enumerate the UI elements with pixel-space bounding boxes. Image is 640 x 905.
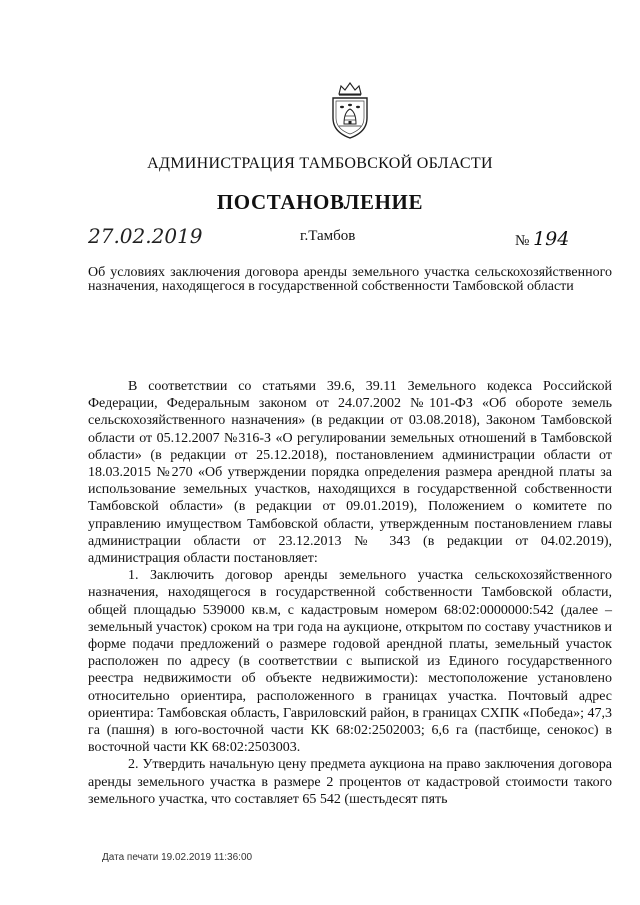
preamble-paragraph: В соответствии со статьями 39.6, 39.11 Земельного кодекса Российской Федерации, Федеральным законом от 24.07.2002 №101-ФЗ «Об обороте земель сельскохозяйственного назначения» (в редакции от 03.08.2018), Законом Тамбовской области от 05.12.2007 №316-З «О регулировании земельных отношений в Тамбовской области» (в редакции от 25.12.2018), постановлением администрации области от 18.03.2015 №270 «Об утверждении порядка определения размера арендной платы за использование земельных участков, находящихся в государственной собственности Тамбовской области» (в редакции от 09.01.2019), Положением о комитете по управлению имуществом Тамбовской области, утвержденным постановлением главы администрации области от 23.12.2013 № 343 (в редакции от 04.02.2019), администрация области постановляет: bbox=[88, 379, 612, 567]
number-label: № bbox=[515, 233, 530, 249]
organization-name: АДМИНИСТРАЦИЯ ТАМБОВСКОЙ ОБЛАСТИ bbox=[147, 155, 493, 172]
document-date: 27.02.2019 bbox=[88, 224, 203, 248]
clause-paragraph-2: 2. Утвердить начальную цену предмета аукциона на право заключения договора аренды земельного участка в размере 2 процентов от кадастровой стоимости такого земельного участка, что составляет 65 542 (шестьдесят пять bbox=[88, 757, 612, 807]
document-body bbox=[88, 378, 612, 808]
document-number bbox=[515, 228, 569, 250]
print-date-footer: Дата печати 19.02.2019 11:36:00 bbox=[102, 852, 253, 863]
document-subject: Об условиях заключения договора аренды земельного участка сельскохозяйственного назначения, находящегося в государственной собственности Тамбовской области bbox=[88, 265, 612, 294]
coat-of-arms-icon bbox=[327, 80, 373, 140]
document-city: г.Тамбов bbox=[300, 228, 356, 244]
number-value: 194 bbox=[533, 228, 570, 250]
clause-paragraph-1: 1. Заключить договор аренды земельного участка сельскохозяйственного назначения, находящегося в государственной собственности Тамбовской области, общей площадью 539000 кв.м, с кадастровым номером 68:02:0000000:542 (далее – земельный участок) сроком на три года на аукционе, открытом по составу участников и форме подачи предложений о размере годовой арендной платы, земельный участок расположен по адресу (в соответствии с выпиской из Единого государственного реестра недвижимости об объекте недвижимости): местоположение установлено относительно ориентира, расположенного в границах участка. Почтовый адрес ориентира: Тамбовская область, Гавриловский район, в границах СХПК «Победа»; 47,3 га (пашня) в юго-восточной части КК 68:02:2502003; 6,6 га (пастбище, сенокос) в восточной части КК 68:02:2503003. bbox=[88, 568, 612, 756]
document-type-title: ПОСТАНОВЛЕНИЕ bbox=[216, 190, 424, 214]
